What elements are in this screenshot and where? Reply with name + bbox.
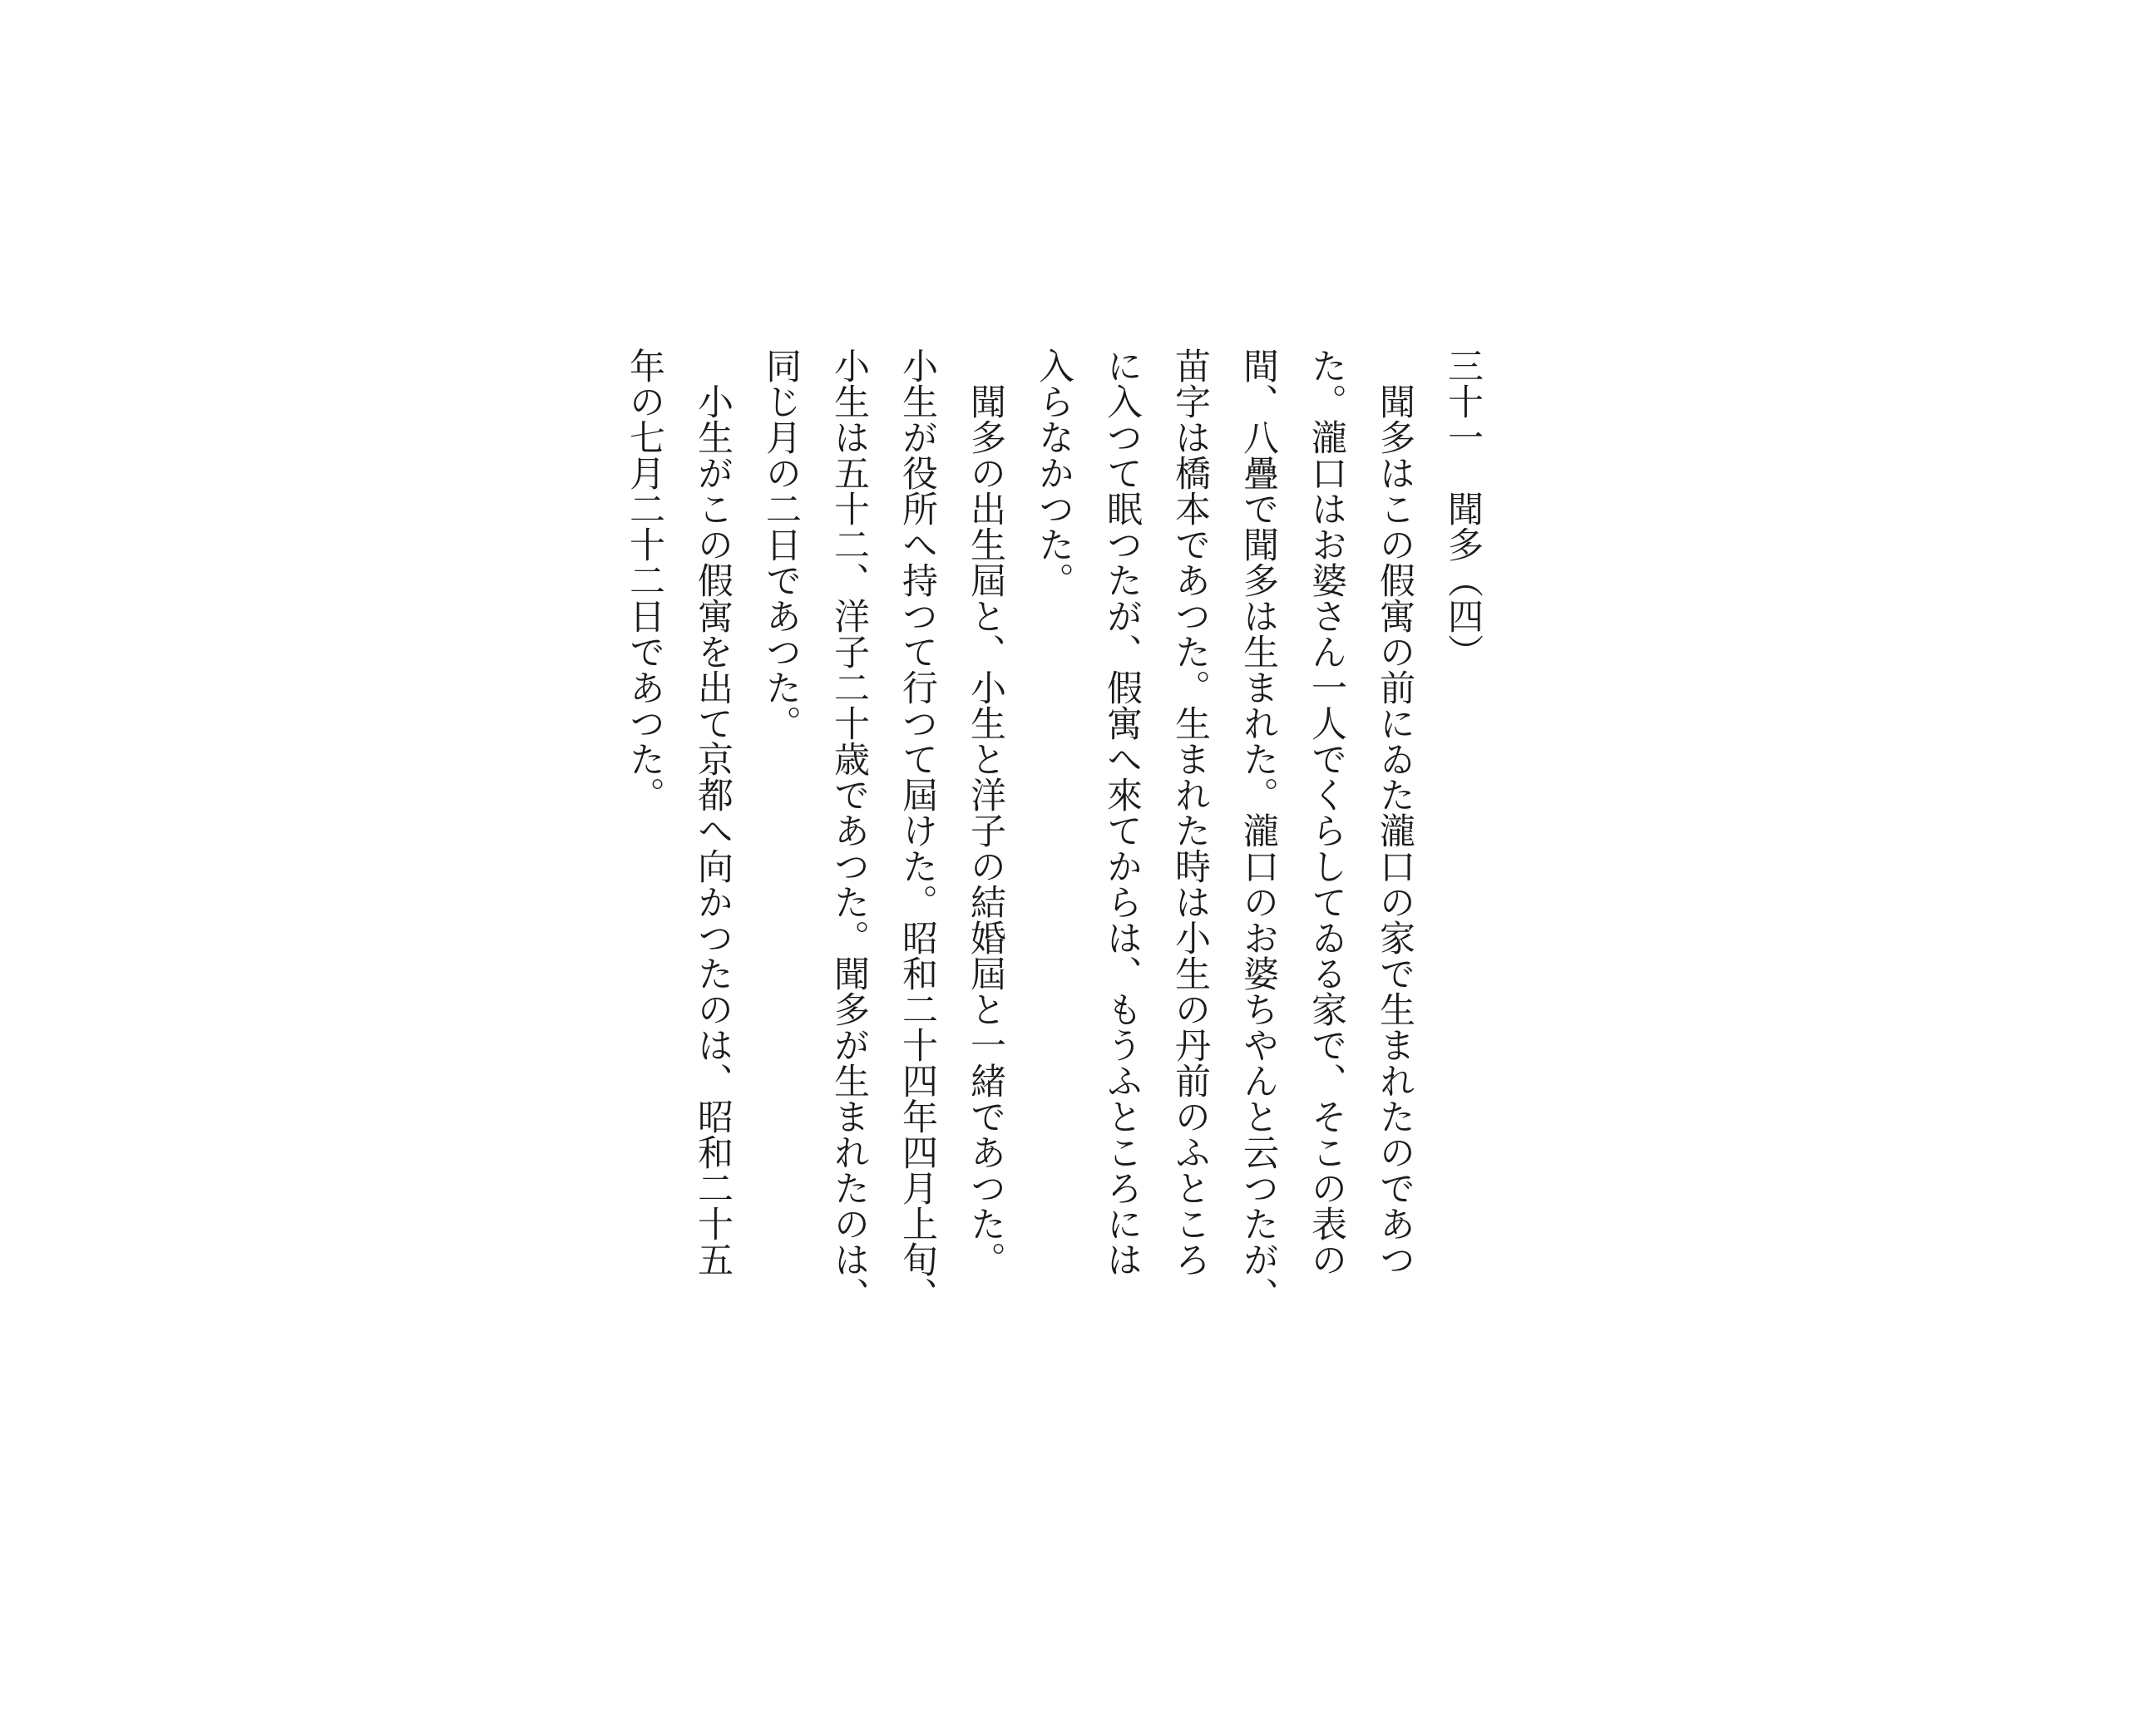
text-line: 小生が役所へ持つて行つて屆けた。昭和二十四年四月上旬、: [897, 348, 938, 1313]
text-line: 同じ月の二日であつた。: [760, 348, 802, 741]
section-heading: 三十一 聞多（四）: [1442, 348, 1484, 669]
text-line: 入らなかつた。: [1033, 348, 1074, 598]
text-line: 聞多はこの假寓の前にゐた瀧口の家で生まれたのであつ: [1374, 348, 1415, 1277]
text-line: 小生は五十二、洋子二十歳であつた。聞多が生まれたのは、: [828, 348, 870, 1313]
text-line: 聞多の出生屆と、小生と洋子の結婚屆と一緒であつた。: [965, 348, 1006, 1277]
vertical-text-body: [610, 348, 1497, 1462]
text-line: た。瀧口はお婆さん一人でくらしてゐる家で、そこの表の: [1306, 348, 1347, 1277]
text-line: 年の七月二十二日であつた。: [624, 348, 665, 812]
text-line: 間、八疊で聞多は生まれた。瀧口のお婆ちやんと云つたが、: [1237, 348, 1279, 1313]
text-line: 小生がこの假寓を出て京都へ向かつたのは、昭和二十五: [692, 348, 734, 1277]
text-line: 苗字は橋本であつた。生まれた時は小生の丹前のふところ: [1169, 348, 1211, 1277]
text-line: に入つて眠つたが、假寓へ來てからは、もうふところには: [1101, 348, 1143, 1277]
